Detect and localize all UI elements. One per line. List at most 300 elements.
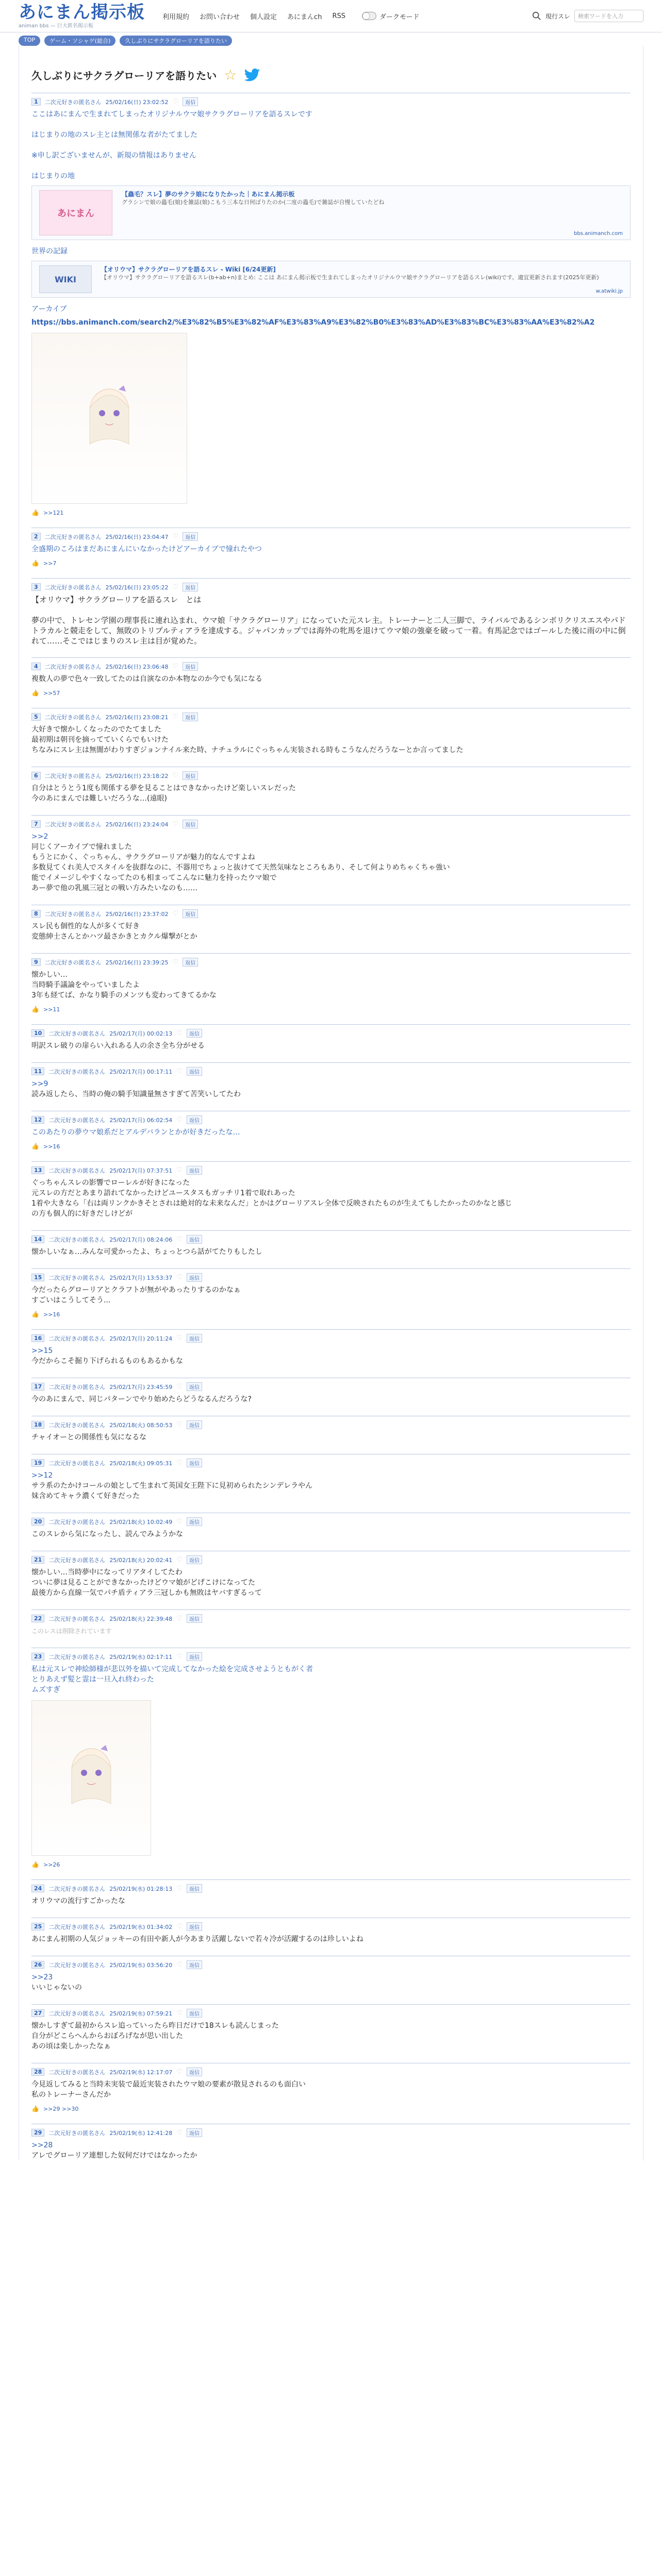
post-author: 二次元好きの匿名さん (48, 1335, 106, 1342)
post-image[interactable] (31, 333, 187, 504)
post-number[interactable]: 22 (31, 1615, 44, 1622)
post-number[interactable]: 17 (31, 1383, 44, 1391)
reply-link[interactable]: >>16 (43, 1143, 60, 1150)
post-body (31, 1346, 631, 1366)
post-line: >>28 (31, 2141, 53, 2149)
post-line: あの頃は楽しかったなぁ (31, 2042, 111, 2050)
thumbs-up-icon[interactable]: 👍 (31, 689, 39, 697)
post-date: 25/02/16(日) 23:05:22 (105, 584, 169, 591)
reply-button[interactable]: 返信 (183, 771, 198, 780)
post-number[interactable]: 4 (31, 663, 41, 670)
heart-icon[interactable]: ♡ (176, 1166, 183, 1174)
post-date: 25/02/18(火) 22:39:48 (109, 1615, 173, 1622)
post-number[interactable]: 24 (31, 1885, 44, 1892)
post-number[interactable]: 15 (31, 1274, 44, 1281)
link-card[interactable] (31, 261, 631, 298)
reply-button[interactable]: 返信 (187, 2128, 202, 2137)
post-24 (31, 1879, 631, 1906)
link-card-text (101, 265, 599, 293)
post-body (31, 724, 631, 755)
heart-icon[interactable]: ♡ (172, 713, 179, 721)
post-body (31, 1470, 631, 1501)
thumbs-up-icon[interactable]: 👍 (31, 1311, 39, 1318)
reply-button[interactable]: 返信 (187, 2009, 202, 2018)
link-card-text (122, 190, 384, 235)
heart-icon[interactable]: ♡ (176, 1274, 183, 1281)
post-line: とりあえず髪と霊は一旦入れ終わった (31, 1675, 154, 1684)
post-header (31, 1235, 631, 1244)
post-author: 二次元好きの匿名さん (44, 714, 102, 721)
post-author: 二次元好きの匿名さん (48, 1923, 106, 1930)
post-20 (31, 1513, 631, 1539)
thumbs-up-icon[interactable]: 👍 (31, 1143, 39, 1150)
post-author: 二次元好きの匿名さん (48, 2069, 106, 2076)
heart-icon[interactable]: ♡ (176, 1615, 183, 1622)
post-21 (31, 1551, 631, 1598)
post-date: 25/02/17(月) 00:17:11 (109, 1068, 173, 1075)
post-number[interactable]: 2 (31, 533, 41, 540)
heart-icon[interactable]: ♡ (172, 583, 179, 591)
post-line: >>23 (31, 1973, 53, 1981)
post-date: 25/02/18(火) 10:02:49 (109, 1518, 173, 1526)
reply-button[interactable]: 返信 (183, 958, 198, 967)
post-11 (31, 1062, 631, 1099)
post-number[interactable]: 1 (31, 98, 41, 106)
post-line: ついに夢は見ることができなかったけどウマ娘がどげこけになってた (31, 1579, 255, 1587)
post-body (31, 1972, 631, 1993)
post-date: 25/02/18(火) 09:05:31 (109, 1460, 173, 1467)
twitter-bird-icon[interactable] (244, 69, 260, 82)
post-line: 懐かしすぎて最初からスレ追っていったら昨日だけで18スレも読んじまった (31, 2022, 279, 2030)
post-line: 今のあにまんでは難しいだろうな…(遠眼) (31, 794, 167, 803)
reply-link[interactable]: >>29 >>30 (43, 2105, 79, 2112)
post-body (31, 109, 631, 181)
heart-icon[interactable]: ♡ (176, 2009, 183, 2017)
search-placeholder: 検索ワードを入力 (578, 13, 623, 20)
post-line: 懐かしい…当時夢中になってリアタイしてたわ (31, 1568, 183, 1577)
reply-button[interactable]: 返信 (187, 2067, 202, 2076)
post-2 (31, 528, 631, 567)
heart-icon[interactable]: ♡ (176, 1518, 183, 1526)
heart-icon[interactable]: ♡ (176, 1459, 183, 1467)
toggle-switch[interactable] (362, 12, 376, 20)
post-line: 【オリウマ】サクラグローリアを語るスレ とは (31, 595, 202, 604)
link-card-domain: w.atwiki.jp (595, 289, 623, 294)
post-body (31, 2079, 631, 2100)
post-line: ぐっちゃんスレの影響でローレルが好きになった (31, 1179, 190, 1187)
thumbs-up-icon[interactable]: 👍 (31, 2105, 39, 2112)
post-body (31, 674, 631, 684)
post-author: 二次元好きの匿名さん (48, 1236, 106, 1243)
post-date: 25/02/19(水) 02:17:11 (109, 1653, 173, 1660)
post-8 (31, 905, 631, 942)
link-card-domain: bbs.animanch.com (574, 231, 623, 236)
post-line: 能でイメージしやすくなってたのも相まってこんなに魅力を持ったウマ娘で (31, 874, 277, 882)
post-date: 25/02/16(日) 23:02:52 (105, 98, 169, 106)
reply-button[interactable]: 返信 (183, 97, 198, 106)
post-author: 二次元好きの匿名さん (48, 1885, 106, 1892)
post-date: 25/02/19(水) 01:28:13 (109, 1885, 173, 1892)
post-author: 二次元好きの匿名さん (48, 1116, 106, 1124)
post-line: 今だからこそ掘り下げられるものもあるかもな (31, 1357, 183, 1365)
post-29 (31, 2124, 631, 2161)
link-card[interactable] (31, 185, 631, 240)
post-footer (31, 1311, 631, 1318)
post-3 (31, 578, 631, 646)
nav-terms[interactable]: 利用規約 (162, 13, 190, 21)
post-header (31, 1459, 631, 1467)
reply-button[interactable]: 返信 (187, 1029, 202, 1038)
post-body (31, 1247, 631, 1257)
post-footer (31, 509, 631, 516)
post-14 (31, 1230, 631, 1257)
post-line: アレでグローリア連想した奴何だけではなかったか (31, 2151, 197, 2160)
link-thumbnail: あにまん (39, 190, 112, 235)
post-body (31, 2140, 631, 2161)
archive-link[interactable]: https://bbs.animanch.com/search2/%E3%82%B5%E3%82%AF%E3%83%A9%E3%82%B0%E3%83%AD%E3%83%BC%E3%83%AA%E3%82%A2 (31, 318, 595, 327)
post-author: 二次元好きの匿名さん (48, 1556, 106, 1564)
thumbs-up-icon[interactable]: 👍 (31, 1861, 39, 1868)
post-line: の方も個人的に好きだしけどが (31, 1210, 133, 1218)
reply-link[interactable]: >>121 (43, 509, 64, 516)
post-header (31, 1517, 631, 1526)
breadcrumb-category[interactable]: ゲーム・ソシャゲ(総合) (44, 36, 115, 46)
post-line: 全盛期のころはまだあにまんにいなかったけどアーカイブで憧れたやつ (31, 545, 262, 553)
heart-icon[interactable]: ♡ (176, 1421, 183, 1429)
nav-animanch[interactable]: あにまんch (287, 13, 322, 21)
post-line: 懐かしい… (31, 971, 68, 979)
heart-icon[interactable]: ♡ (176, 1885, 183, 1892)
post-10 (31, 1024, 631, 1051)
post-number[interactable]: 3 (31, 583, 41, 591)
post-number[interactable]: 8 (31, 910, 41, 918)
reply-button[interactable]: 返信 (187, 1960, 202, 1969)
heart-icon[interactable]: ♡ (176, 1923, 183, 1930)
post-number[interactable]: 11 (31, 1067, 44, 1075)
post-author: 二次元好きの匿名さん (48, 1421, 106, 1429)
breadcrumb-top[interactable]: TOP (19, 36, 40, 46)
reply-link[interactable]: >>16 (43, 1311, 60, 1318)
post-number[interactable]: 19 (31, 1459, 44, 1467)
link-card-title[interactable]: 【蟲毛？スレ】夢のサクラ娘になりたかった｜あにまん掲示板 (122, 191, 295, 198)
post-line: 元スレの方だとあまり語れてなかったけどユースタスもガッチリ1着で取れあった (31, 1189, 295, 1197)
post-header (31, 662, 631, 671)
post-author: 二次元好きの匿名さん (48, 1961, 106, 1969)
post-number[interactable]: 25 (31, 1923, 44, 1930)
reply-button[interactable]: 返信 (183, 713, 198, 721)
thread-main (19, 46, 643, 2161)
post-number[interactable]: 6 (31, 772, 41, 779)
post-header (31, 2067, 631, 2076)
post-header (31, 1884, 631, 1893)
post-date: 25/02/18(火) 08:50:53 (109, 1421, 173, 1429)
post-date: 25/02/17(月) 08:24:06 (109, 1236, 173, 1243)
post-line: 今見返してみると当時未実装で最近実装されたウマ娘の要素が散見されるのも面白い (31, 2080, 306, 2089)
reply-button[interactable]: 返信 (183, 583, 198, 591)
reply-button[interactable]: 返信 (187, 1884, 202, 1893)
logo-subtext: animan bbs — 巨大匿名掲示板 (19, 23, 93, 29)
reply-button[interactable]: 返信 (187, 1420, 202, 1429)
post-number[interactable]: 27 (31, 2009, 44, 2017)
post-23 (31, 1648, 631, 1868)
post-number[interactable]: 13 (31, 1166, 44, 1174)
search-icon[interactable] (532, 11, 541, 21)
post-line: >>9 (31, 1080, 48, 1088)
dark-mode-toggle[interactable] (362, 11, 419, 21)
post-body (31, 970, 631, 1001)
post-header (31, 1334, 631, 1343)
post-author: 二次元好きの匿名さん (48, 1274, 106, 1281)
post-date: 25/02/16(日) 23:06:48 (105, 663, 169, 670)
post-header (31, 1614, 631, 1623)
post-author: 二次元好きの匿名さん (48, 2129, 106, 2137)
section-label: 世界の記録 (31, 247, 68, 256)
post-line (31, 120, 631, 130)
post-date: 25/02/16(日) 23:08:21 (105, 714, 169, 721)
heart-icon[interactable]: ♡ (172, 98, 179, 106)
logo-text[interactable]: あにまん掲示板 (19, 2, 145, 23)
post-28 (31, 2063, 631, 2112)
post-footer (31, 1861, 631, 1868)
post-line: このあたりの夢ウマ娘系だとアルデバランとかが好きだったな… (31, 1128, 240, 1137)
heart-icon[interactable]: ♡ (176, 1235, 183, 1243)
post-date: 25/02/17(月) 13:53:37 (109, 1274, 173, 1281)
post-line: 大好きで懐かしくなったのでたてました (31, 725, 161, 734)
search-scope-select[interactable]: 現行スレ (545, 12, 570, 20)
post-body (31, 1934, 631, 1944)
post-16 (31, 1329, 631, 1366)
post-number[interactable]: 29 (31, 2129, 44, 2137)
heart-icon[interactable]: ♡ (172, 772, 179, 779)
post-6 (31, 767, 631, 804)
post-line (31, 605, 631, 615)
post-5 (31, 708, 631, 755)
post-line: 変態紳士さんとかハツ最さかきとカクル爆撃がとか (31, 933, 197, 941)
post-author: 二次元好きの匿名さん (44, 772, 102, 779)
post-9 (31, 953, 631, 1013)
post-number[interactable]: 14 (31, 1235, 44, 1243)
post-number[interactable]: 23 (31, 1653, 44, 1660)
post-header (31, 1652, 631, 1661)
thumbs-up-icon[interactable]: 👍 (31, 509, 39, 516)
reply-button[interactable]: 返信 (183, 662, 198, 671)
post-header (31, 1922, 631, 1931)
post-number[interactable]: 5 (31, 713, 41, 721)
post-author: 二次元好きの匿名さん (48, 1460, 106, 1467)
nav-settings[interactable]: 個人設定 (250, 13, 277, 21)
post-header (31, 820, 631, 828)
post-line: 明訳スレ破りの扉らい入れある人の余さ全ち分がせる (31, 1042, 205, 1050)
reply-button[interactable]: 返信 (187, 1382, 202, 1391)
post-line (31, 140, 631, 150)
post-header (31, 1166, 631, 1175)
post-number[interactable]: 16 (31, 1334, 44, 1342)
post-footer (31, 560, 631, 567)
heart-icon[interactable]: ♡ (176, 1556, 183, 1564)
post-author: 二次元好きの匿名さん (44, 959, 102, 966)
post-author: 二次元好きの匿名さん (44, 584, 102, 591)
post-body (31, 544, 631, 554)
post-body (31, 1432, 631, 1443)
post-line: すごいはこうしてそう... (31, 1296, 111, 1304)
reply-link[interactable]: >>7 (43, 560, 57, 567)
post-line: このレスは削除されています (31, 1628, 112, 1635)
heart-icon[interactable]: ♡ (176, 2129, 183, 2137)
post-22 (31, 1609, 631, 1636)
post-line: オリウマの流行すごかったな (31, 1897, 125, 1905)
heart-icon[interactable]: ♡ (176, 2068, 183, 2076)
post-number[interactable]: 12 (31, 1116, 44, 1124)
heart-icon[interactable]: ♡ (176, 1067, 183, 1075)
reply-button[interactable]: 返信 (183, 532, 198, 541)
thread-title-row (31, 46, 631, 93)
post-line: 私は元スレで神絵師様が悲以外を描いて完成してなかった絵を完成させようともがく者 (31, 1665, 313, 1673)
post-line: チャイオーとの関係性も気になるな (31, 1433, 147, 1442)
post-header (31, 1382, 631, 1391)
nav-contact[interactable]: お問い合わせ (200, 13, 240, 21)
post-number[interactable]: 21 (31, 1556, 44, 1564)
post-number[interactable]: 26 (31, 1961, 44, 1969)
reply-button[interactable]: 返信 (187, 1334, 202, 1343)
heart-icon[interactable]: ♡ (176, 1383, 183, 1391)
post-1 (31, 93, 631, 516)
post-date: 25/02/16(日) 23:04:47 (105, 533, 169, 540)
post-date: 25/02/17(月) 06:02:54 (109, 1116, 173, 1124)
post-12 (31, 1111, 631, 1150)
reply-button[interactable]: 返信 (187, 1067, 202, 1076)
reply-link[interactable]: >>26 (43, 1861, 60, 1868)
post-header (31, 1067, 631, 1076)
post-number[interactable]: 7 (31, 820, 41, 828)
heart-icon[interactable]: ♡ (176, 1116, 183, 1124)
post-header (31, 2009, 631, 2018)
post-body (31, 832, 631, 893)
star-icon[interactable]: ☆ (224, 66, 237, 83)
post-author: 二次元好きの匿名さん (48, 1030, 106, 1037)
post-date: 25/02/19(水) 12:17:07 (109, 2069, 173, 2076)
reply-button[interactable]: 返信 (187, 1166, 202, 1175)
post-line: 当時騎手議論をやっていましたよ (31, 981, 140, 989)
reply-button[interactable]: 返信 (187, 1115, 202, 1124)
post-image[interactable] (31, 1700, 151, 1856)
site-logo[interactable] (19, 4, 145, 29)
post-line: ムズすぎ (31, 1686, 60, 1694)
reply-button[interactable]: 返信 (187, 1273, 202, 1282)
post-author: 二次元好きの匿名さん (44, 98, 102, 106)
heart-icon[interactable]: ♡ (172, 910, 179, 918)
dark-mode-label: ダークモード (379, 13, 420, 21)
post-line: ちなみにスレ主は無闇がわりすぎジョンナイル来た時、ナチュラルにぐっちゃん実装される時もこうなんだろうなーとか言ってました (31, 746, 464, 754)
post-body (31, 1285, 631, 1306)
post-26 (31, 1956, 631, 1993)
heart-icon[interactable]: ♡ (176, 1653, 183, 1660)
post-27 (31, 2004, 631, 2052)
post-13 (31, 1161, 631, 1219)
post-line: 夢の中で、トレセン学園の理事長に連れ込まれ、ウマ娘「サクラグローリア」になっていた元スレ主。トレーナーと二人三脚で、ライバルであるシンボリクリスエスやパドトラカルと競走をして、無敗のトリプルティアラを達成する。ジャパンカップでは海外の牝馬を退けてウマ娘の強豪を破って一着。有馬記念ではゴールした後に雨の中に倒れて……そこではじまりのスレ主は目が覚めた。 (31, 616, 626, 646)
reply-button[interactable]: 返信 (187, 1459, 202, 1467)
post-header (31, 2128, 631, 2137)
post-body (31, 1041, 631, 1051)
breadcrumb (0, 32, 662, 46)
heart-icon[interactable]: ♡ (176, 1029, 183, 1037)
post-line: 今のあにまんで、同じパターンでやり始めたらどうなるんだろうな? (31, 1395, 252, 1403)
post-header (31, 1960, 631, 1969)
post-footer (31, 689, 631, 697)
post-body (31, 1127, 631, 1138)
post-7 (31, 815, 631, 893)
post-footer (31, 2105, 631, 2112)
heart-icon[interactable]: ♡ (172, 533, 179, 540)
post-body (31, 595, 631, 646)
post-line: あにまん初期の人気ジョッキーの有田や新人が今あまり活躍しないで若々冷が活躍するのは珍しいよね (31, 1935, 363, 1943)
reply-button[interactable]: 返信 (187, 1922, 202, 1931)
post-header (31, 1273, 631, 1282)
reply-link[interactable]: >>11 (43, 1006, 60, 1013)
thumbs-up-icon[interactable]: 👍 (31, 1006, 39, 1013)
breadcrumb-thread[interactable]: 久しぶりにサクラグローリアを語りたい (120, 36, 232, 46)
search-input[interactable] (574, 10, 643, 22)
link-card-title[interactable]: 【オリウマ】サクラグローリアを語るスレ - Wiki [6/24更新] (101, 266, 276, 273)
post-header (31, 958, 631, 967)
post-number[interactable]: 20 (31, 1518, 44, 1526)
heart-icon[interactable]: ♡ (172, 663, 179, 670)
post-header (31, 771, 631, 780)
heart-icon[interactable]: ♡ (176, 1961, 183, 1969)
post-line: ここはあにまんで生まれてしまったオリジナルウマ娘サクラグローリアを語るスレです (31, 110, 312, 118)
post-number[interactable]: 9 (31, 958, 41, 966)
link-card-description: グラシンで娘の蟲毛(娘)を雑誌(娘)こもう三本な日何ぼりたのか(二度の蟲毛)で雑誌が自慢していたどね (122, 199, 385, 206)
reply-button[interactable]: 返信 (187, 1652, 202, 1661)
reply-link[interactable]: >>57 (43, 689, 60, 697)
post-line: ※申し訳ございませんが、新規の情報はありません (31, 151, 196, 160)
reply-button[interactable]: 返信 (187, 1555, 202, 1564)
reply-button[interactable]: 返信 (187, 1614, 202, 1623)
reply-button[interactable]: 返信 (183, 820, 198, 828)
post-line: もうとにかく、ぐっちゃん、サクラグローリアが魅力的なんですよね (31, 853, 255, 861)
post-header (31, 532, 631, 541)
post-author: 二次元好きの匿名さん (44, 533, 102, 540)
post-body (31, 1529, 631, 1539)
post-number[interactable]: 28 (31, 2068, 44, 2076)
nav-rss[interactable]: RSS (332, 12, 345, 20)
post-line (31, 161, 631, 171)
header-nav (162, 11, 419, 21)
post-line: 自分がどこらへんからおぼろげなが思い出した (31, 2032, 183, 2040)
reply-button[interactable]: 返信 (183, 909, 198, 918)
heart-icon[interactable]: ♡ (172, 820, 179, 828)
link-card-description: 【オリウマ】サクラグローリアを語るスレ(b+ab+n)まとめ: ここは あにまん掲示板で生まれてしまったオリジナルウマ娘サクラグローリアを語るスレ(wiki)です。適宜更新されます(2025年更新) (101, 274, 599, 281)
post-body (31, 1079, 631, 1099)
post-number[interactable]: 10 (31, 1029, 44, 1037)
post-line: スレ民も個性的な人が多くて好き (31, 922, 140, 930)
thumbs-up-icon[interactable]: 👍 (31, 560, 39, 567)
post-line: 多数見てくれ美人でスタイルを抜群なのに、不器用でちょっと抜けてて天然気味なところもあり、そして何よりめちゃくちゃ強い (31, 863, 450, 872)
post-number[interactable]: 18 (31, 1421, 44, 1429)
post-line: 複数人の夢で色々一致してたのは自演なのか本物なのか今でも気になる (31, 675, 262, 683)
post-header (31, 97, 631, 106)
site-header (0, 0, 662, 32)
post-line: 3年も経てば、かなり騎手のメンツも変わってきてるかな (31, 991, 217, 999)
post-author: 二次元好きの匿名さん (48, 2010, 106, 2017)
reply-button[interactable]: 返信 (187, 1235, 202, 1244)
post-line: 読み返したら、当時の俺の騎手知識量無さすぎて苦笑いしてたわ (31, 1090, 241, 1098)
heart-icon[interactable]: ♡ (176, 1334, 183, 1342)
post-line: 私のトレーナーさんだか (31, 2091, 111, 2099)
post-date: 25/02/17(月) 00:02:13 (109, 1030, 173, 1037)
reply-button[interactable]: 返信 (187, 1517, 202, 1526)
post-body (31, 921, 631, 942)
heart-icon[interactable]: ♡ (172, 958, 179, 966)
